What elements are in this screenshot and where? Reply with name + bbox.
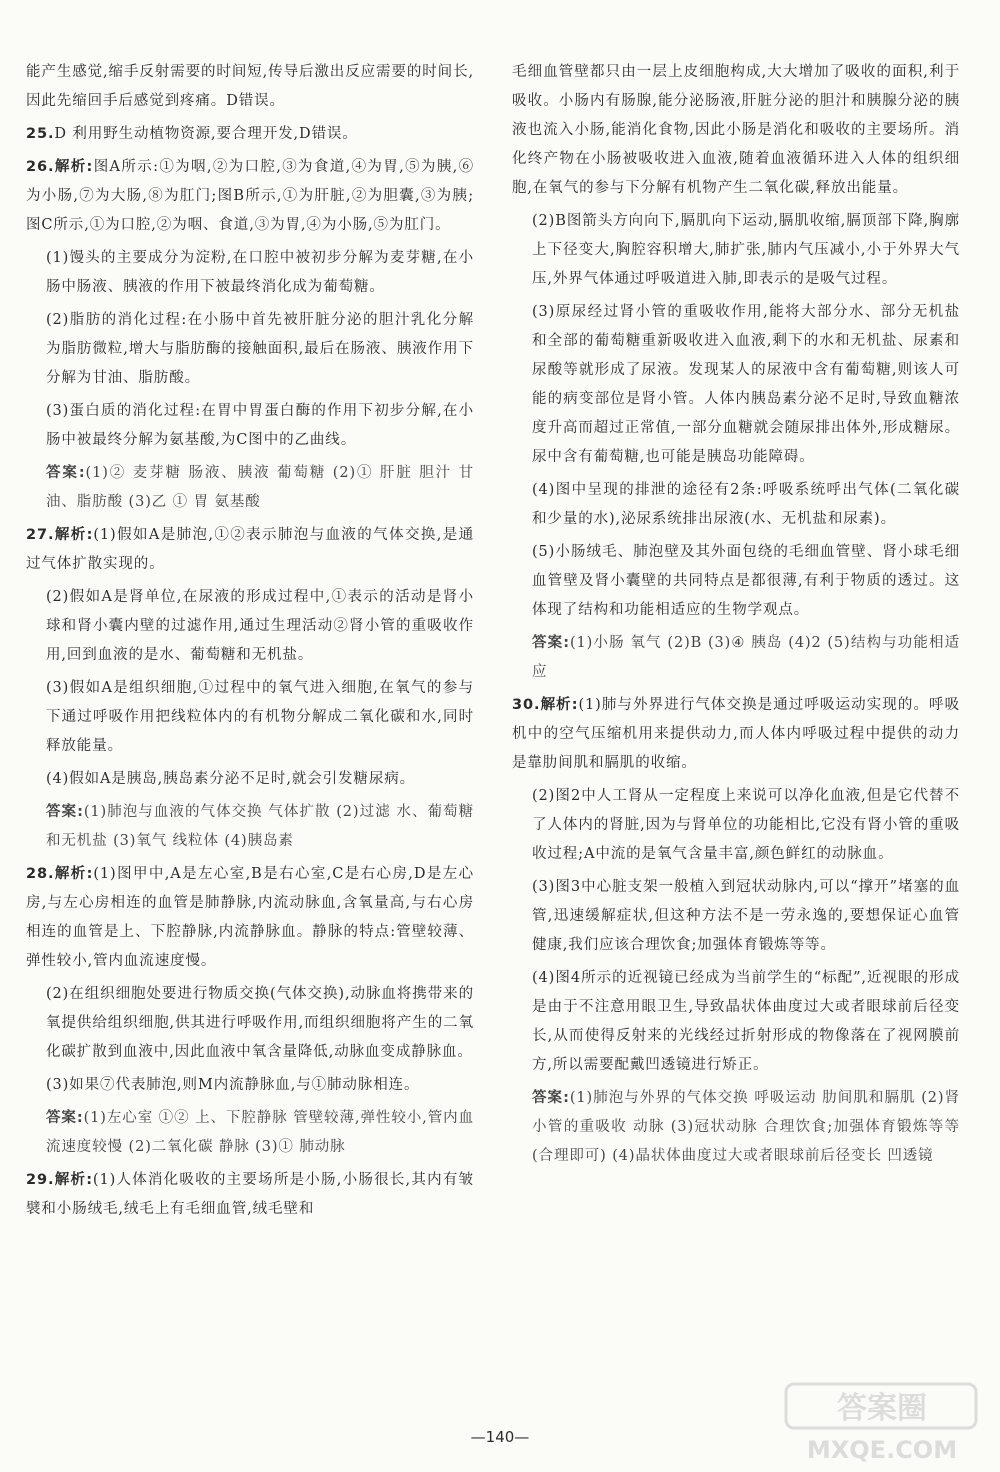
question-26 bbox=[26, 153, 474, 517]
question-27 bbox=[26, 521, 474, 856]
analysis-tag: 解析: bbox=[540, 697, 579, 713]
analysis-paragraph: (3)如果⑦代表肺泡,则M内流静脉血,与①肺动脉相连。 bbox=[46, 1077, 420, 1093]
analysis-paragraph: (4)图4所示的近视镜已经成为当前学生的“标配”,近视眼的形成是由于不注意用眼卫生,导致晶状体曲度过大或者眼球前后径变长,从而使得反射来的光线经过折射形成的物像落在了视网膜前方,所以需要配戴凹透镜进行矫正。 bbox=[532, 970, 960, 1073]
question-28 bbox=[26, 860, 474, 1162]
analysis-text: 图A所示:①为咽,②为口腔,③为食道,④为胃,⑤为胰,⑥为小肠,⑦为大肠,⑧为肛门;图B所示,①为肝脏,②为胆囊,③为胰;图C所示,①为口腔,②为咽、食道,③为胃,④为小肠,⑤为肛门。 bbox=[26, 159, 474, 233]
analysis-paragraph: (4)假如A是胰岛,胰岛素分泌不足时,就会引发糖尿病。 bbox=[46, 771, 416, 787]
watermark-icon bbox=[782, 1378, 982, 1468]
question-30 bbox=[512, 691, 960, 1171]
analysis-tag: 解析: bbox=[54, 866, 94, 882]
question-number: 29. bbox=[26, 1172, 55, 1188]
analysis-text: (1)人体消化吸收的主要场所是小肠,小肠很长,其内有皱襞和小肠绒毛,绒毛上有毛细血管,绒毛壁和 bbox=[26, 1172, 475, 1217]
question-number: 30. bbox=[512, 697, 541, 713]
analysis-paragraph: (3)蛋白质的消化过程:在胃中胃蛋白酶的作用下初步分解,在小肠中被最终分解为氨基酸,为C图中的乙曲线。 bbox=[46, 403, 474, 448]
answer-tag: 答案: bbox=[532, 1090, 570, 1106]
answer-text: (1)② 麦芽糖 肠液、胰液 葡萄糖 (2)① 肝脏 胆汁 甘油、脂肪酸 (3)乙 ① 胃 氨基酸 bbox=[46, 465, 475, 510]
answer-text: (1)左心室 ①② 上、下腔静脉 管壁较薄,弹性较小,管内血流速度较慢 (2)二氧化碳 静脉 (3)① 肺动脉 bbox=[46, 1110, 474, 1155]
analysis-text: (1)图甲中,A是左心室,B是右心室,C是右心房,D是左心房,与左心房相连的血管是肺静脉,内流动脉血,含氧量高,与右心房相连的血管是上、下腔静脉,内流静脉血。静脉的特点:管壁较薄、弹性较小,管内血流速度慢。 bbox=[26, 866, 475, 969]
answer-text: (1)肺泡与外界的气体交换 呼吸运动 肋间肌和膈肌 (2)肾小管的重吸收 动脉 (3)冠状动脉 合理饮食;加强体育锻炼等等(合理即可) (4)晶状体曲度过大或者眼球前后径变长 凹透镜 bbox=[532, 1090, 961, 1164]
analysis-text: (1)肺与外界进行气体交换是通过呼吸运动实现的。呼吸机中的空气压缩机用来提供动力,而人体内呼吸过程中提供的动力是靠肋间肌和膈肌的收缩。 bbox=[512, 697, 961, 771]
analysis-tag: 解析: bbox=[54, 159, 94, 175]
answer-text: (1)小肠 氧气 (2)B (3)④ 胰岛 (4)2 (5)结构与功能相适应 bbox=[532, 635, 961, 680]
analysis-tag: 解析: bbox=[54, 527, 94, 543]
analysis-paragraph: (3)原尿经过肾小管的重吸收作用,能将大部分水、部分无机盐和全部的葡萄糖重新吸收进入血液,剩下的水和无机盐、尿素和尿酸等就形成了尿液。发现某人的尿液中含有葡萄糖,则该人可能的病变部位是肾小管。人体内胰岛素分泌不足时,导致血糖浓度升高而超过正常值,一部分血糖就会随尿排出体外,形成糖尿。尿中含有葡萄糖,也可能是胰岛功能障碍。 bbox=[532, 304, 960, 465]
paragraph: 毛细血管壁都只由一层上皮细胞构成,大大增加了吸收的面积,利于吸收。小肠内有肠腺,能分泌肠液,肝脏分泌的胆汁和胰腺分泌的胰液也流入小肠,能消化食物,因此小肠是消化和吸收的主要场所。消化终产物在小肠被吸收进入血液,随着血液循环进入人体的组织细胞,在氧气的参与下分解有机物产生二氧化碳,释放出能量。 bbox=[512, 64, 960, 196]
analysis-paragraph: (2)假如A是肾单位,在尿液的形成过程中,①表示的活动是肾小球和肾小囊内壁的过滤作用,通过生理活动②肾小管的重吸收作用,回到血液的是水、葡萄糖和无机盐。 bbox=[46, 589, 474, 663]
analysis-paragraph: (2)图2中人工肾从一定程度上来说可以净化血液,但是它代替不了人体内的肾脏,因为与肾单位的功能相比,它没有肾小管的重吸收过程;A中流的是氧气含量丰富,颜色鲜红的动脉血。 bbox=[532, 788, 960, 862]
answer-tag: 答案: bbox=[46, 1110, 84, 1126]
paragraph: 能产生感觉,缩手反射需要的时间短,传导后激出反应需要的时间长,因此先缩回手后感觉到疼痛。D错误。 bbox=[26, 64, 474, 109]
page-number: —140— bbox=[470, 1428, 530, 1446]
analysis-paragraph: (2)B图箭头方向向下,膈肌向下运动,膈肌收缩,膈顶部下降,胸廓上下径变大,胸腔容积增大,肺扩张,肺内气压减小,小于外界大气压,外界气体通过呼吸道进入肺,即表示的是吸气过程。 bbox=[532, 213, 960, 287]
answer-tag: 答案: bbox=[46, 465, 86, 481]
question-25 bbox=[26, 120, 474, 149]
analysis-paragraph: (2)脂肪的消化过程:在小肠中首先被肝脏分泌的胆汁乳化分解为脂肪微粒,增大与脂肪酶的接触面积,最后在肠液、胰液作用下分解为甘油、脂肪酸。 bbox=[46, 312, 474, 386]
answer-text: (1)肺泡与血液的气体交换 气体扩散 (2)过滤 水、葡萄糖和无机盐 (3)氧气 线粒体 (4)胰岛素 bbox=[46, 804, 475, 849]
question-number: 25. bbox=[26, 126, 55, 142]
analysis-text: (1)假如A是肺泡,①②表示肺泡与血液的气体交换,是通过气体扩散实现的。 bbox=[26, 527, 474, 572]
question-number: 26. bbox=[26, 159, 55, 175]
right-column bbox=[512, 58, 960, 1175]
answer-text: D 利用野生动植物资源,要合理开发,D错误。 bbox=[54, 126, 358, 142]
analysis-paragraph: (3)图3中心脏支架一般植入到冠状动脉内,可以“撑开”堵塞的血管,迅速缓解症状,但这种方法不是一劳永逸的,要想保证心血管健康,我们应该合理饮食;加强体育锻炼等等。 bbox=[532, 879, 960, 953]
question-number: 27. bbox=[26, 527, 55, 543]
svg-text:MXQE.COM: MXQE.COM bbox=[806, 1436, 958, 1464]
analysis-paragraph: (1)馒头的主要成分为淀粉,在口腔中被初步分解为麦芽糖,在小肠中肠液、胰液的作用下被最终消化成为葡萄糖。 bbox=[46, 250, 474, 295]
answer-tag: 答案: bbox=[532, 635, 570, 651]
analysis-paragraph: (3)假如A是组织细胞,①过程中的氧气进入细胞,在氧气的参与下通过呼吸作用把线粒体内的有机物分解成二氧化碳和水,同时释放能量。 bbox=[46, 680, 474, 754]
analysis-tag: 解析: bbox=[54, 1172, 93, 1188]
left-column bbox=[26, 58, 474, 1228]
analysis-paragraph: (4)图中呈现的排泄的途径有2条:呼吸系统呼出气体(二氧化碳和少量的水),泌尿系统排出尿液(水、无机盐和尿素)。 bbox=[532, 482, 960, 527]
analysis-paragraph: (2)在组织细胞处要进行物质交换(气体交换),动脉血将携带来的氧提供给组织细胞,供其进行呼吸作用,而组织细胞将产生的二氧化碳扩散到血液中,因此血液中氧含量降低,动脉血变成静脉血。 bbox=[46, 986, 474, 1060]
answer-tag: 答案: bbox=[46, 804, 84, 820]
watermark-logo bbox=[782, 1378, 982, 1468]
question-29 bbox=[26, 1166, 474, 1224]
analysis-paragraph: (5)小肠绒毛、肺泡壁及其外面包绕的毛细血管壁、肾小球毛细血管壁及肾小囊壁的共同特点是都很薄,有利于物质的透过。这体现了结构和功能相适应的生物学观点。 bbox=[532, 544, 960, 618]
svg-text:答案圈: 答案圈 bbox=[837, 1391, 927, 1426]
question-number: 28. bbox=[26, 866, 55, 882]
